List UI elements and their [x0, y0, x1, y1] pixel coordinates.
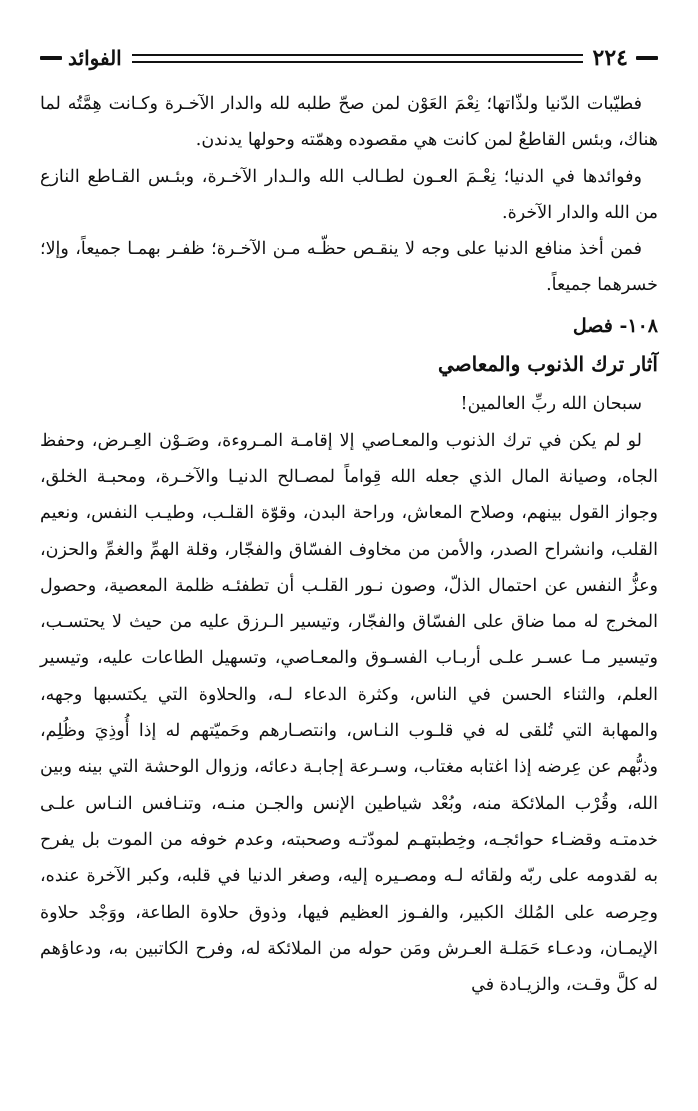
- header-rule: [132, 54, 583, 63]
- paragraph: فمن أخذ منافع الدنيا على وجه لا ينقـص حظّـه مـن الآخـرة؛ ظفـر بهمـا جميعاً، وإلا؛ خسرهما جميعاً.: [40, 239, 658, 296]
- page-number-text: ٢٢٤: [592, 45, 628, 71]
- paragraph: لو لم يكن في ترك الذنوب والمعـاصي إلا إقامـة المـروءة، وصَـوْن العِـرض، وحفظ الجاه، وصيانة المال الذي جعله الله قِواماً لمصـالح الدنيـا والآخـرة، ومحبـة الخلق، وجواز القول بينهم، وصلاح المعاش، وراحة البدن، وقوّة القلـب، وطيـب النفس، ونعيم القلب، وانشراح الصدر، والأمن من مخاوف الفسّاق والفجّار، وقلة الهمِّ والغمِّ والحزن، وعزُّ النفس عن احتمال الذلّ، وصون نـور القلـب أن تطفئـه ظلمة المعصية، وحصول المخرج له مما ضاق على الفسّاق والفجّار، وتيسير الـرزق عليه من حيث لا يحتسـب، وتيسير مـا عسـر علـى أربـاب الفسـوق والمعـاصي، وتسهيل الطاعات عليه، وتيسير العلم، والثناء الحسن في الناس، وكثرة الدعاء لـه، والحلاوة التي يكتسبها وجهه، والمهابة التي تُلقى له في قلـوب النـاس، وانتصـارهم وحَميّتهم له إذا أُوذِيَ وظُلِم، وذبُّهم عن عِرضه إذا اغتابه مغتاب، وسـرعة إجابـة دعائه، وزوال الوحشة التي بينه وبين الله، وقُرْب الملائكة منه، وبُعْد شياطين الإنس والجـن منـه، وتنـافس النـاس علـى خدمتـه وقضـاء حوائجـه، وخِطبتهـم لمودّتـه وصحبته، وعدم خوفه من الموت بل يفرح به لقدومه على ربّه ولقائه لـه ومصـيره إليه، وصغر الدنيا في قلبه، وكبر الآخرة عنده، وحِرصه على المُلك الكبير، والفـوز العظيم فيها، وذوق حلاوة الطاعة، ووَجْد حلاوة الإيمـان، ودعـاء حَمَلـة العـرش ومَن حوله من الملائكة له، وفرح الكاتبين به، ودعاؤهم له كلَّ وقـت، والزيـادة في: [40, 430, 658, 996]
- paragraph: فطيّبات الدّنيا ولذّاتها؛ نِعْمَ العَوْن لمن صحّ طلبه لله والدار الآخـرة وكـانت هِمَّتُه لما هناك، وبئس القاطعُ لمن كانت هي مقصوده وهمّته وحولها يدندن.: [40, 94, 658, 151]
- book-title: [40, 46, 122, 70]
- paragraph: سبحان الله ربِّ العالمين!: [460, 394, 642, 415]
- section-title: آثار ترك الذنوب والمعاصي: [438, 352, 658, 377]
- running-header: [40, 38, 658, 78]
- paragraph: وفوائدها في الدنيا؛ نِعْـمَ العـون لطـالب الله والـدار الآخـرة، وبئـس القـاطع النازع من الله والدار الآخرة.: [40, 166, 658, 223]
- header-dash-left: [40, 56, 62, 60]
- book-title-text: الفوائد: [68, 46, 122, 70]
- page-number: [593, 45, 658, 71]
- page-body: [40, 86, 658, 1003]
- header-dash-right: [636, 56, 658, 60]
- section-number: ١٠٨- فصل: [572, 314, 658, 337]
